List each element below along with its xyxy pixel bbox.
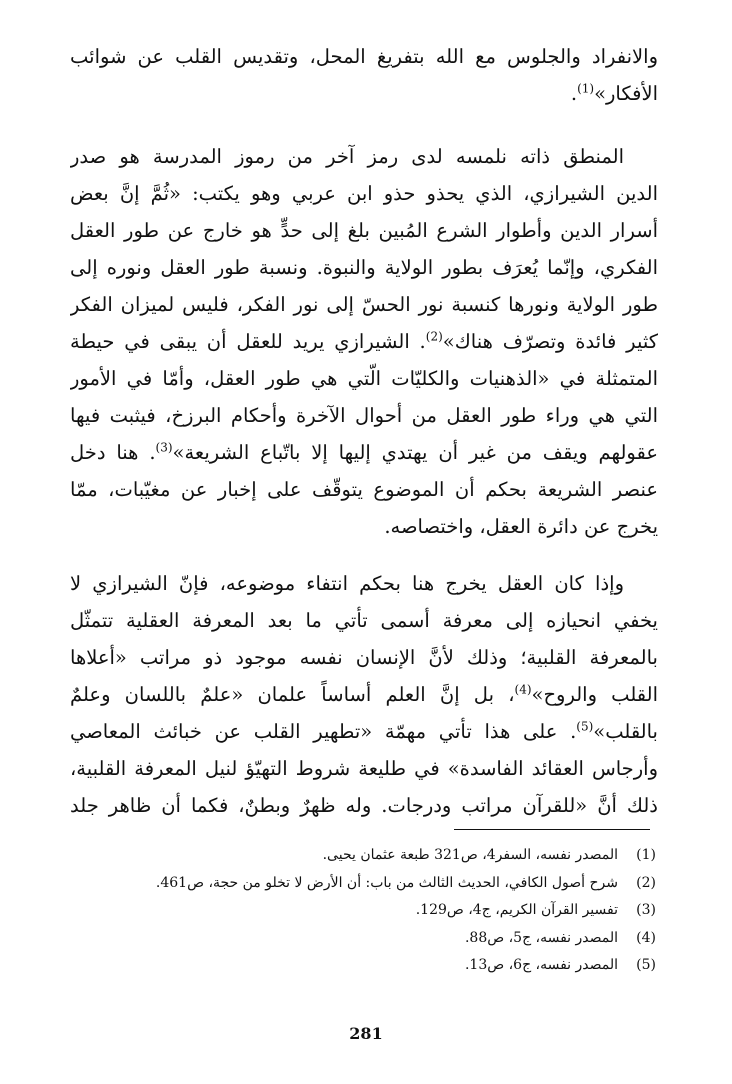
text-line: يخفي انحيازه إلى معرفة أسمى تأتي ما بعد المعرفة العقلية تتمثّل [70,609,658,632]
footnote-text: تفسير القرآن الكريم، ج4، ص129. [415,902,618,918]
footnote-text: المصدر نفسه، ج6، ص13. [464,957,618,973]
text-line: بالقلب»$^{(5)}$. على هذا تأتي مهمّة «تطهير القلب عن خبائث المعاصي [70,719,658,743]
footnote-item [70,842,660,870]
text-line: ذلك أنَّ «للقرآن مراتب ودرجات. وله ظهرٌ وبطنٌ، فكما أن ظاهر جلد [70,794,658,817]
paragraph-3 [70,565,658,824]
footnote-item [70,870,660,898]
footnotes [70,842,660,980]
footnote-ref: (2) [425,329,443,344]
text-line: التي هي وراء طور العقل من أحوال الآخرة وأحكام البرزخ، فيثبت فيها [70,404,658,427]
footnote-number: (2) [636,874,656,891]
footnote-text: المصدر نفسه، ج5، ص88. [464,929,618,946]
text-line: وأرجاس العقائد الفاسدة» في طليعة شروط التهيّؤ لنيل المعرفة القلبية، [70,757,658,780]
text-line: القلب والروح»$^{(4)}$، بل إنَّ العلم أساساً علمان «علمٌ باللسان وعلمٌ [70,682,658,706]
text-line: عقولهم ويقف من غير أن يهتدي إليها إلا باتّباع الشريعة»$^{(3)}$. هنا دخل [70,440,658,464]
footnote-text: المصدر نفسه، السفر4، ص321 طبعة عثمان يحيى. [322,847,618,863]
footnote-number: (5) [636,957,656,973]
text-line: بالمعرفة القلبية؛ وذلك لأنَّ الإنسان نفسه موجود ذو مراتب «أعلاها [70,646,658,669]
footnote-separator [454,829,650,830]
text-line: المتمثلة في «الذهنيات والكليّات الّتي هي طور العقل، وأمّا في الأمور [70,367,658,390]
footnote-item [70,925,660,953]
text-line: أسرار الدين وأطوار الشرع المُبين بلغ إلى حدٍّ هو خارج عن طور العقل [70,219,658,242]
footnote-ref: (4) [514,682,532,697]
footnote-ref: (3) [155,440,173,455]
footnote-ref: (1) [577,81,595,96]
footnote-item [70,897,660,925]
paragraph-2 [70,138,658,545]
text-line: وإذا كان العقل يخرج هنا بحكم انتفاء موضوعه، فإنّ الشيرازي لا [70,572,624,595]
text-line: الدين الشيرازي، الذي يحذو حذو ابن عربي وهو يكتب: «ثُمَّ إنَّ بعض [70,182,658,205]
text-line: عنصر الشريعة بحكم أن الموضوع يتوقّف على إخبار عن مغيّبات، ممّا [70,478,658,501]
footnote-ref: (5) [576,719,594,734]
footnote-number: (4) [636,929,656,946]
footnote-number: (1) [636,847,656,863]
paragraph-1 [70,38,658,112]
text-line: يخرج عن دائرة العقل، واختصاصه. [384,515,658,538]
page-body [70,38,658,824]
text-line: والانفراد والجلوس مع الله بتفريغ المحل، وتقديس القلب عن شوائب [70,45,658,68]
page-number: 281 [349,1024,383,1043]
text-line: المنطق ذاته نلمسه لدى رمز آخر من رموز المدرسة هو صدر [70,145,624,168]
footnote-item [70,952,660,980]
text-line: الأفكار»$^{(1)}$. [570,81,658,105]
text-line: كثير فائدة وتصرّف هناك»$^{(2)}$. الشيرازي يريد للعقل أن يبقى في حيطة [70,329,658,353]
text-line: الفكري، وإنّما يُعرَف بطور الولاية والنبوة. ونسبة طور العقل ونوره إلى [70,256,658,279]
footnote-number: (3) [636,902,656,918]
text-line: طور الولاية ونورها كنسبة نور الحسّ إلى نور الفكر، فليس لميزان الفكر [70,293,658,316]
footnote-text: شرح أصول الكافي، الحديث الثالث من باب: أن الأرض لا تخلو من حجة، ص461. [155,874,618,891]
